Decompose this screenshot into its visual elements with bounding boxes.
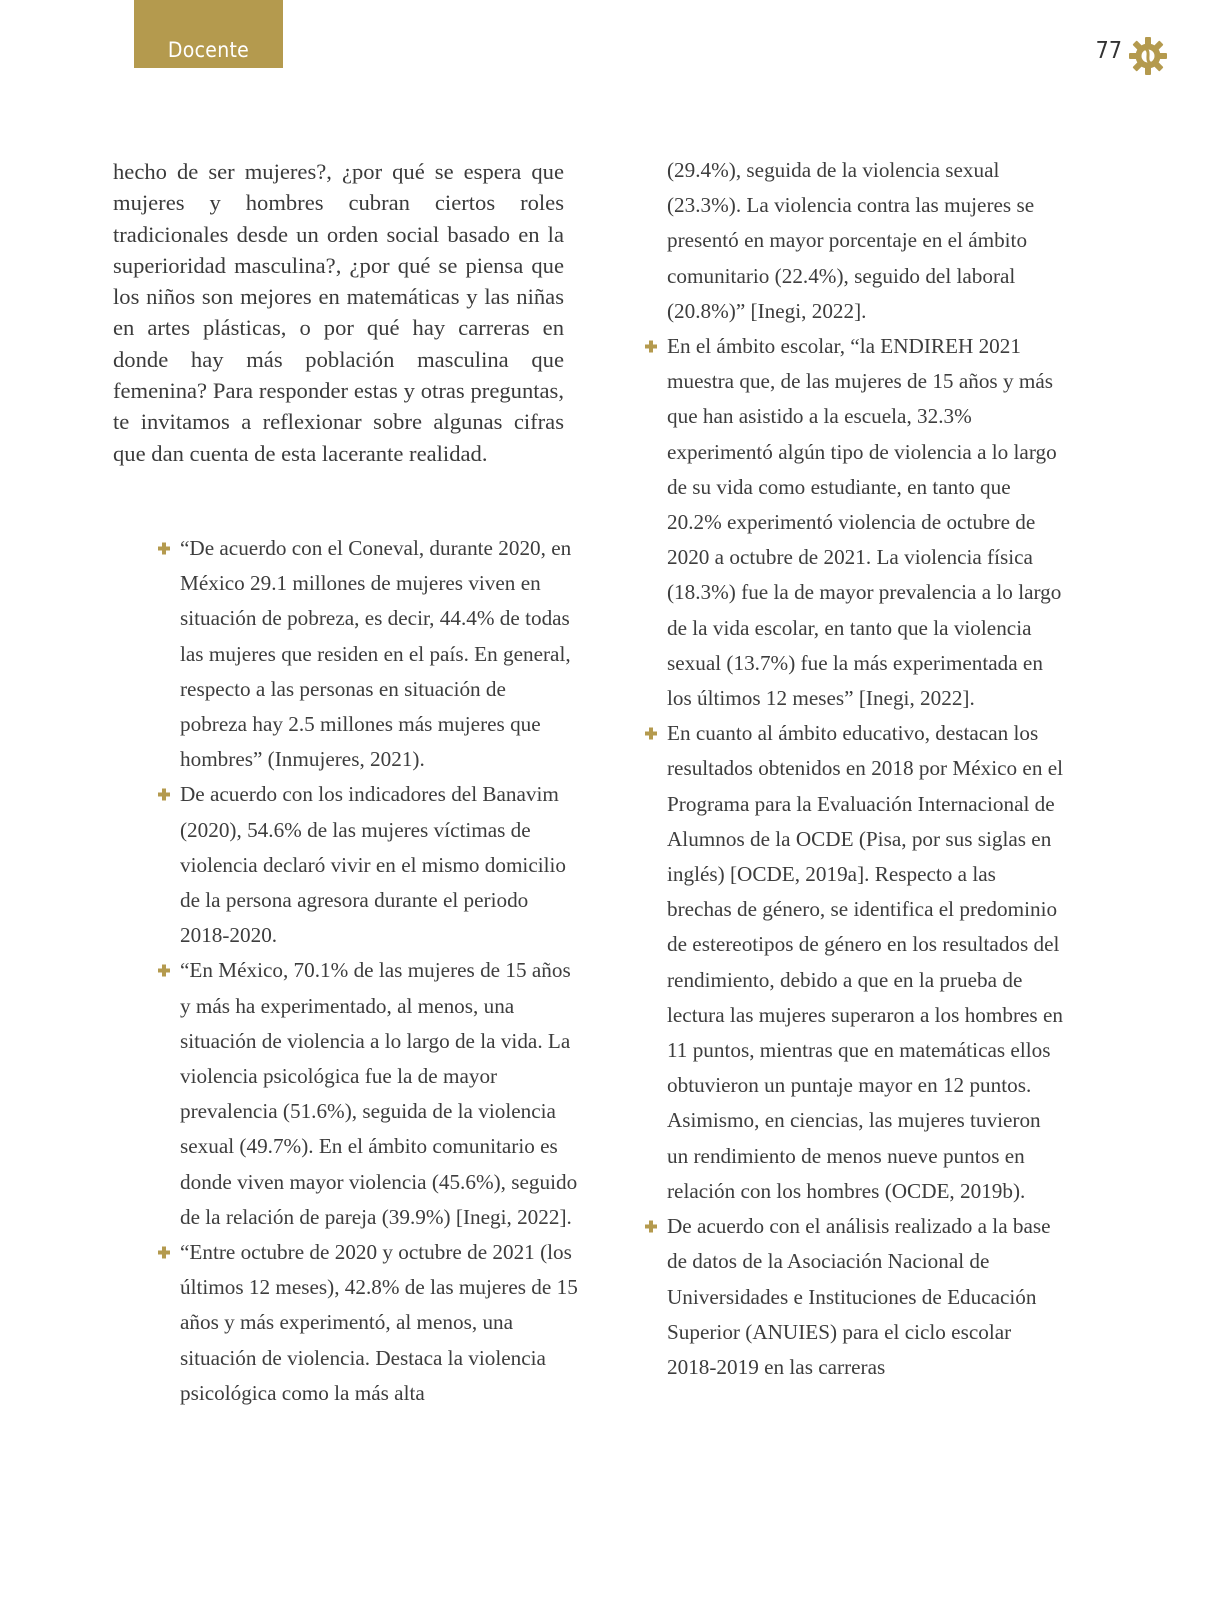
list-item-continued [645,153,1065,329]
page-number: 77 [1095,38,1122,64]
gold-gear-emblem-icon [1128,36,1168,76]
gold-cross-bullet-icon [158,777,170,812]
list-item [158,1235,578,1411]
list-item-text: En cuanto al ámbito educativo, destacan los resultados obtenidos en 2018 por México en el Programa para la Evaluación Internacional de Alumnos de la OCDE (Pisa, por sus siglas en inglés) [OCDE, 2019a]. Respecto a las brechas de género, se identifica el predominio de estereotipos de género en los resultados del rendimiento, debido a que en la prueba de lectura las mujeres superaron a los hombres en 11 puntos, mientras que en matemáticas ellos obtuvieron un puntaje mayor en 12 puntos. Asimismo, en ciencias, las mujeres tuvieron un rendimiento de menos nueve puntos en relación con los hombres (OCDE, 2019b). [667,721,1064,1203]
list-item [158,777,578,953]
gold-cross-bullet-icon [158,531,170,566]
gold-cross-bullet-icon [645,1209,657,1244]
list-item [645,716,1065,1209]
list-item [158,953,578,1235]
gold-cross-bullet-icon [645,716,657,751]
list-item [645,329,1065,716]
gold-cross-bullet-icon [158,953,170,988]
gold-cross-bullet-icon [645,329,657,364]
gold-cross-bullet-icon [158,1235,170,1270]
section-tab [134,0,283,68]
list-item-text: De acuerdo con los indicadores del Banavim (2020), 54.6% de las mujeres víctimas de violencia declaró vivir en el mismo domicilio de la persona agresora durante el periodo 2018-2020. [180,782,566,948]
list-item-text: “En México, 70.1% de las mujeres de 15 años y más ha experimentado, al menos, una situación de violencia a lo largo de la vida. La violencia psicológica fue la de mayor prevalencia (51.6%), seguida de la violencia sexual (49.7%). En el ámbito comunitario es donde viven mayor violencia (45.6%), seguido de la relación de pareja (39.9%) [Inegi, 2022]. [180,958,578,1229]
intro-paragraph: hecho de ser mujeres?, ¿por qué se espera que mujeres y hombres cubran ciertos roles tradicionales desde un orden social basado en la superioridad masculina?, ¿por qué se piensa que los niños son mejores en matemáticas y las niñas en artes plásticas, o por qué hay carreras en donde hay más población masculina que femenina? Para responder estas y otras preguntas, te invitamos a reflexionar sobre algunas cifras que dan cuenta de esta lacerante realidad. [113,159,564,466]
left-column-list [158,531,578,1411]
list-item-text: “Entre octubre de 2020 y octubre de 2021 (los últimos 12 meses), 42.8% de las mujeres de 15 años y más experimentó, al menos, una situación de violencia. Destaca la violencia psicológica como la más alta [180,1240,578,1405]
section-label: Docente [167,38,250,62]
list-item-text: De acuerdo con el análisis realizado a la base de datos de la Asociación Nacional de Universidades e Instituciones de Educación Superior (ANUIES) para el ciclo escolar 2018-2019 en las carreras [667,1214,1051,1379]
right-column-list [645,153,1065,1385]
list-item [158,531,578,777]
list-item-text: (29.4%), seguida de la violencia sexual (23.3%). La violencia contra las mujeres se presentó en mayor porcentaje en el ámbito comunitario (22.4%), seguido del laboral (20.8%)” [Inegi, 2022]. [667,158,1035,323]
list-item-text: En el ámbito escolar, “la ENDIREH 2021 muestra que, de las mujeres de 15 años y más que han asistido a la escuela, 32.3% experimentó algún tipo de violencia a lo largo de su vida como estudiante, en tanto que 20.2% experimentó violencia de octubre de 2020 a octubre de 2021. La violencia física (18.3%) fue la de mayor prevalencia a lo largo de la vida escolar, en tanto que la violencia sexual (13.7%) fue la más experimentada en los últimos 12 meses” [Inegi, 2022]. [667,334,1062,711]
list-item [645,1209,1065,1385]
list-item-text: “De acuerdo con el Coneval, durante 2020, en México 29.1 millones de mujeres viven en situación de pobreza, es decir, 44.4% de todas las mujeres que residen en el país. En general, respecto a las personas en situación de pobreza hay 2.5 millones más mujeres que hombres” (Inmujeres, 2021). [180,536,572,772]
